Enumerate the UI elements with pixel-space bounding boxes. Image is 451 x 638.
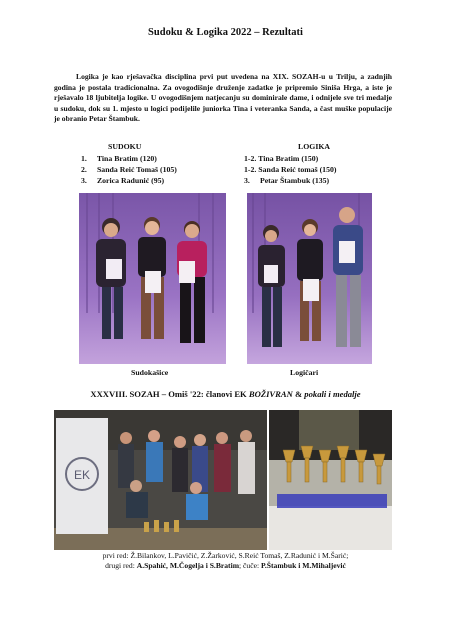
row2-names: A.Spahić, M.Čogelja i S.Bratim <box>136 561 240 570</box>
group-photo-image <box>54 410 267 550</box>
result-row <box>81 164 177 175</box>
result-row <box>244 164 336 175</box>
row1-names: Ž.Bilankov, L.Pavičić, Z.Žarković, S.Reić Tomaš, Z.Radunić i M.Šarić; <box>130 551 349 560</box>
result-row <box>81 175 177 186</box>
result-name: Tina Bratim (150) <box>258 154 319 163</box>
subtitle-amp: & <box>292 389 305 399</box>
result-name: Petar Štambuk (135) <box>259 176 330 185</box>
subtitle-suffix: pokali i medalje <box>304 389 361 399</box>
row2-names-crouching: P.Štambuk i M.Mihaljević <box>260 561 346 570</box>
sudoku-heading: SUDOKU <box>108 142 142 151</box>
rank: 1-2. <box>244 154 257 163</box>
result-name: Tina Bratim (120) <box>96 154 157 163</box>
result-row <box>244 153 336 164</box>
logika-results <box>244 153 336 186</box>
logicari-caption: Logičari <box>290 368 319 377</box>
row2-label: drugi red: <box>105 561 137 570</box>
intro-paragraph <box>54 72 392 125</box>
row2-mid: ; čuče: <box>239 561 261 570</box>
rank: 1. <box>81 154 87 163</box>
result-name: Sanda Reić tomaš (150) <box>258 165 337 174</box>
trophies-photo <box>269 410 392 550</box>
row1-label: prvi red: <box>102 551 131 560</box>
logicari-photo-image <box>247 193 372 364</box>
caption-row-1 <box>0 551 451 561</box>
subtitle-prefix: XXXVIII. SOZAH – Omiš '22: članovi EK <box>90 389 249 399</box>
result-name: Sanda Reić Tomaš (105) <box>96 165 177 174</box>
result-row <box>244 175 336 186</box>
event-subtitle <box>0 389 451 399</box>
sudokasice-photo <box>79 193 226 364</box>
rank: 3. <box>244 176 250 185</box>
result-name: Zorica Radunić (95) <box>96 176 165 185</box>
logicari-photo <box>247 193 372 364</box>
club-logo: EK <box>73 468 91 482</box>
group-photo-caption <box>0 551 451 571</box>
rank: 2. <box>81 165 87 174</box>
rank: 3. <box>81 176 87 185</box>
rank: 1-2. <box>244 165 257 174</box>
team-name: BOŽIVRAN <box>248 389 293 399</box>
caption-row-2 <box>0 561 451 571</box>
logika-heading: LOGIKA <box>298 142 331 151</box>
intro-text: Logika je kao rješavačka disciplina prvi put uvedena na XIX. SOZAH-u u Trilju, a zadnjih godina je postala tradicionalna. Za ovogodišnje druženje zadatke je pripremio Siniša Hrga, a iste je rješavalo 18 ljubitelja logike. U ovogodišnjem natjecanju su dominirale dame, i odnijele sve tri medalje u sudoku, dok su 1. mjesto u logici podijelile juniorka Tina i veteranka Sanda, a čast muške populacije je obranio Petar Štambuk. <box>54 72 392 124</box>
sudokasice-photo-image <box>79 193 226 364</box>
sudokasice-caption: Sudokašice <box>131 368 169 377</box>
group-photo <box>54 410 267 550</box>
sudoku-results <box>81 153 177 186</box>
page-title: Sudoku & Logika 2022 – Rezultati <box>148 27 303 38</box>
trophies-photo-image <box>269 410 392 550</box>
result-row <box>81 153 177 164</box>
